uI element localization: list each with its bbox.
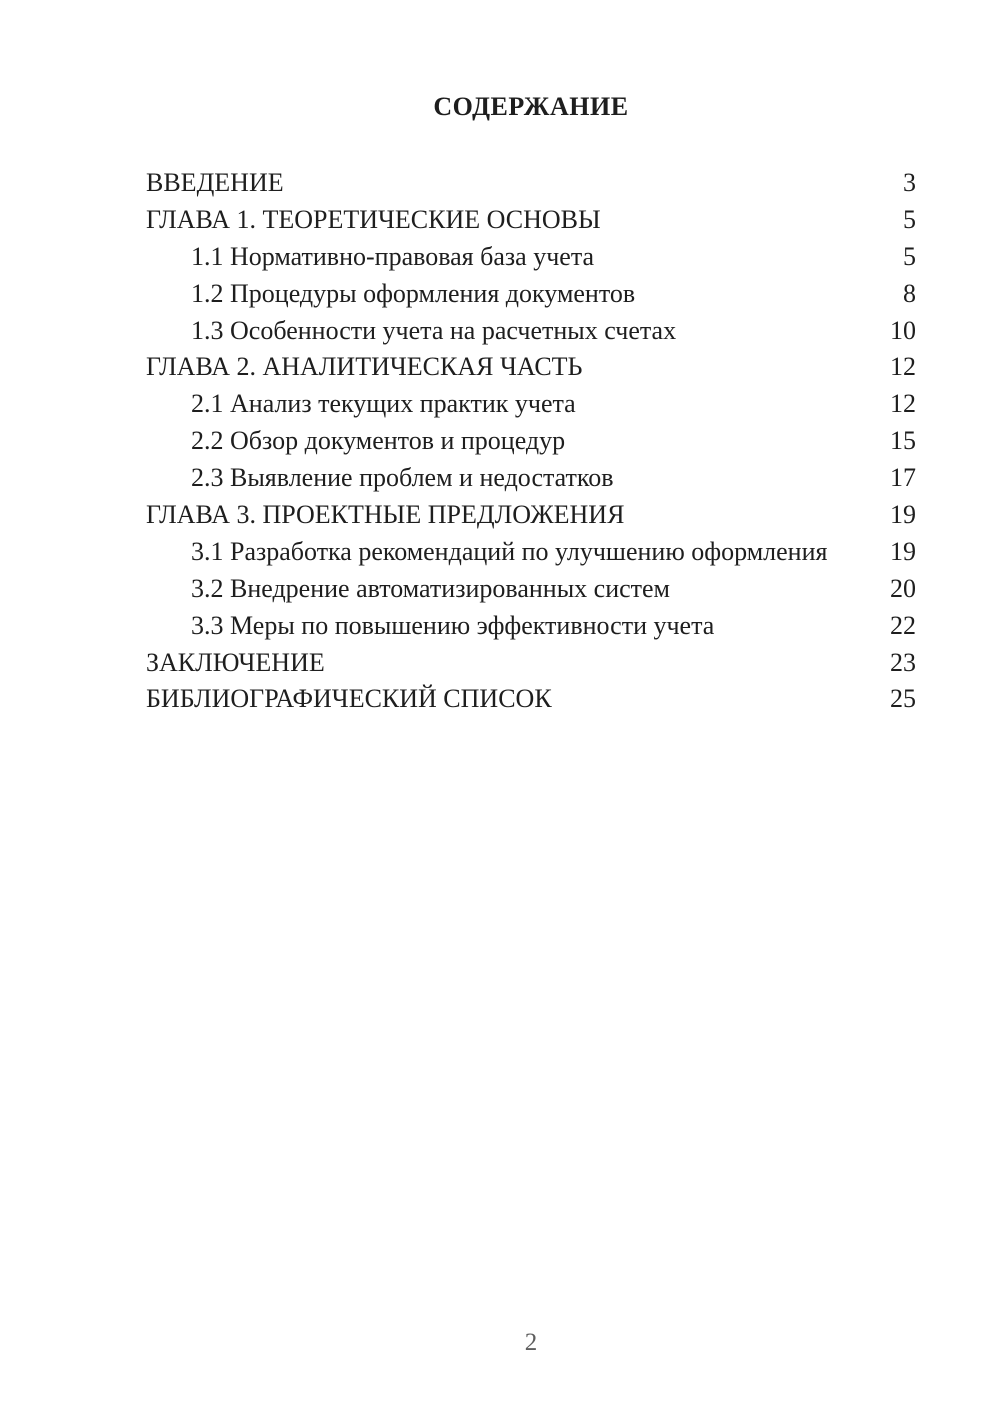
page-title: СОДЕРЖАНИЕ xyxy=(433,92,629,121)
toc-entry-label: 1.3 Особенности учета на расчетных счетах xyxy=(191,315,677,345)
toc-entry-label: 3.1 Разработка рекомендаций по улучшению оформления xyxy=(191,536,828,566)
toc-entry xyxy=(146,645,916,682)
toc-entry xyxy=(146,681,916,718)
toc-entry-page-number: 3 xyxy=(903,168,916,197)
toc-entry-label: ГЛАВА 1. ТЕОРЕТИЧЕСКИЕ ОСНОВЫ xyxy=(146,204,601,234)
toc-entry-label: ЗАКЛЮЧЕНИЕ xyxy=(146,647,325,677)
table-of-contents xyxy=(146,165,916,718)
toc-entry-label: ГЛАВА 3. ПРОЕКТНЫЕ ПРЕДЛОЖЕНИЯ xyxy=(146,500,625,530)
toc-entry xyxy=(146,202,916,239)
toc-entry-page-number: 19 xyxy=(890,536,916,566)
toc-entry-label: 1.2 Процедуры оформления документов xyxy=(191,278,636,308)
toc-entry-label: 2.3 Выявление проблем и недостатков xyxy=(191,463,614,493)
toc-entry-label: 2.2 Обзор документов и процедур xyxy=(191,426,566,456)
toc-entry-page-number: 15 xyxy=(890,426,916,456)
toc-entry-page-number: 25 xyxy=(890,684,916,714)
toc-entry xyxy=(146,386,916,423)
toc-entry-page-number: 12 xyxy=(890,389,916,419)
toc-entry xyxy=(146,276,916,313)
toc-entry-page-number: 5 xyxy=(903,241,916,271)
toc-entry-label: БИБЛИОГРАФИЧЕСКИЙ СПИСОК xyxy=(146,684,552,714)
toc-entry-page-number: 19 xyxy=(890,500,916,530)
toc-entry-page-number: 23 xyxy=(890,647,916,677)
footer-page-number: 2 xyxy=(524,1329,538,1356)
toc-entry-page-number: 5 xyxy=(903,204,916,234)
toc-entry xyxy=(146,313,916,350)
toc-entry-label: 3.2 Внедрение автоматизированных систем xyxy=(191,573,671,603)
toc-entry xyxy=(146,165,916,202)
toc-entry xyxy=(146,497,916,534)
toc-entry-page-number: 22 xyxy=(890,610,916,640)
toc-entry xyxy=(146,534,916,571)
toc-entry-label: 1.1 Нормативно-правовая база учета xyxy=(191,241,595,271)
toc-entry-page-number: 8 xyxy=(903,278,916,308)
toc-entry-label: ГЛАВА 2. АНАЛИТИЧЕСКАЯ ЧАСТЬ xyxy=(146,352,583,382)
toc-entry-page-number: 10 xyxy=(890,315,916,345)
toc-entry-label: 3.3 Меры по повышению эффективности учета xyxy=(191,610,715,640)
toc-entry-page-number: 17 xyxy=(890,463,916,493)
toc-entry xyxy=(146,571,916,608)
toc-entry xyxy=(146,423,916,460)
toc-entry-page-number: 20 xyxy=(890,573,916,603)
toc-entry-page-number: 12 xyxy=(890,352,916,382)
toc-entry xyxy=(146,349,916,386)
toc-entry xyxy=(146,239,916,276)
toc-entry-label: ВВЕДЕНИЕ xyxy=(146,168,284,197)
toc-entry xyxy=(146,608,916,645)
toc-entry-label: 2.1 Анализ текущих практик учета xyxy=(191,389,576,419)
toc-entry xyxy=(146,460,916,497)
